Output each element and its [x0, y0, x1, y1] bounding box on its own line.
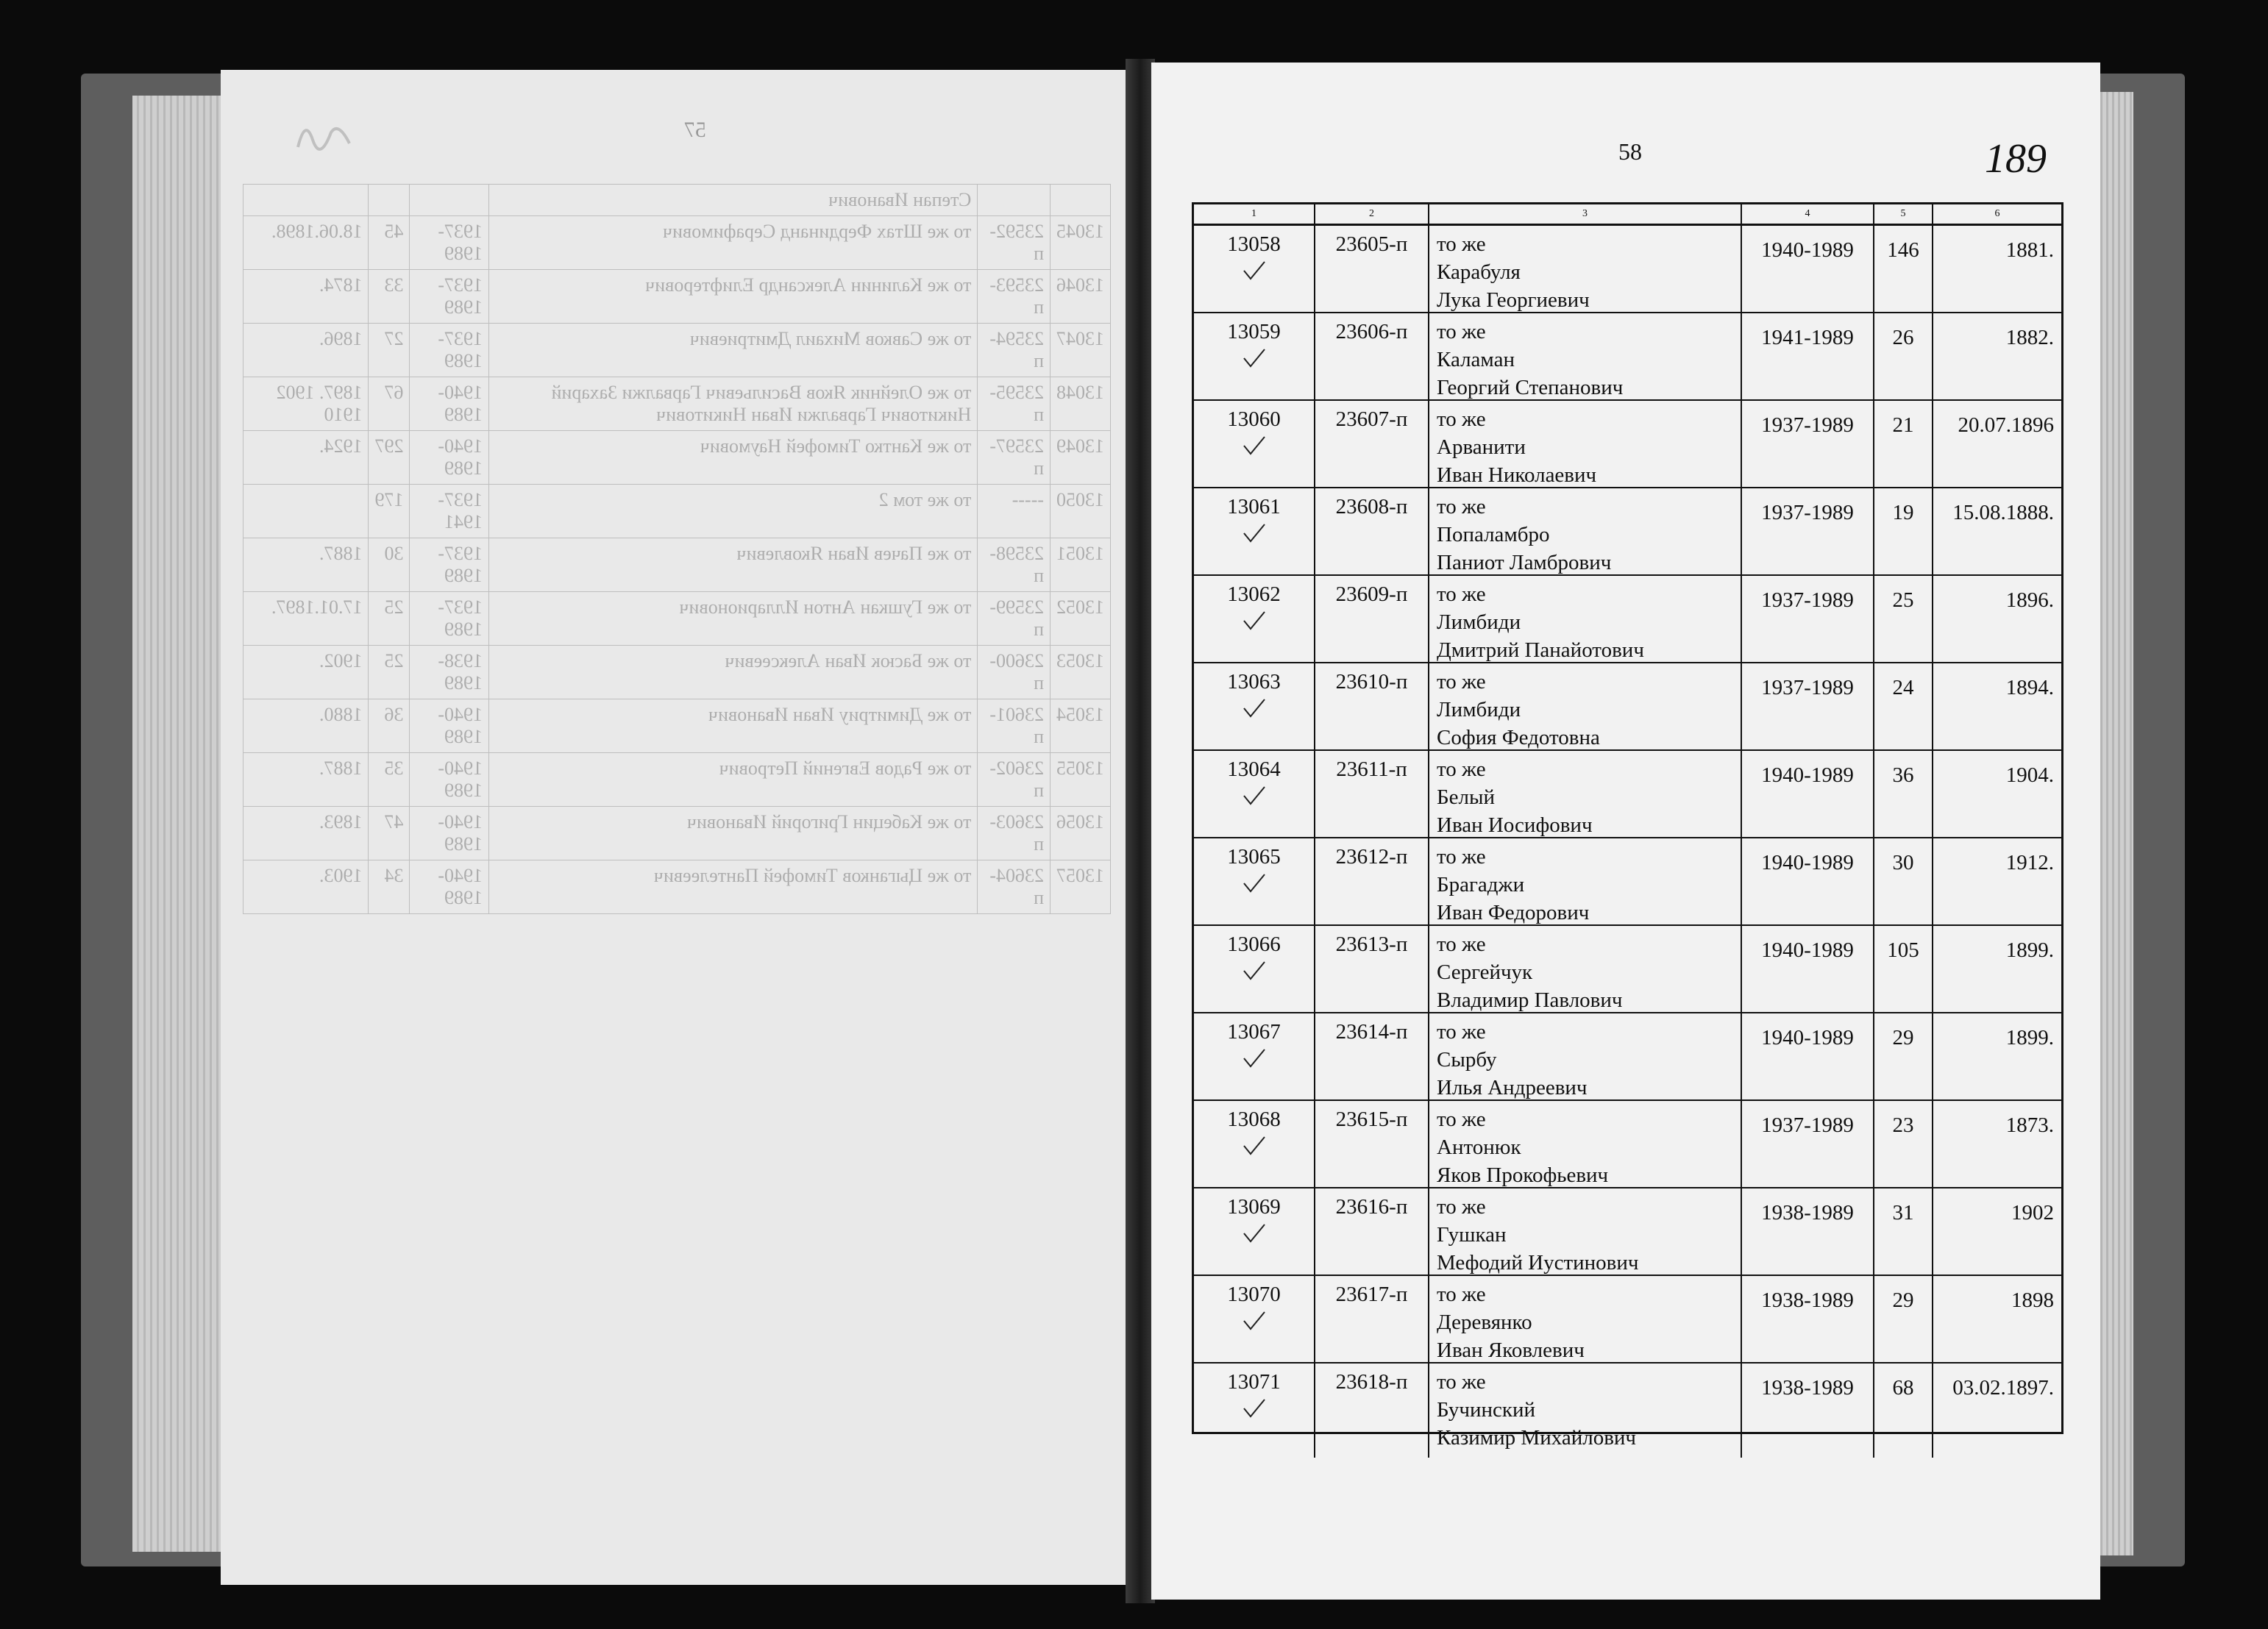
table-header [1194, 204, 2061, 226]
years-range: 1937-1989 [1742, 1101, 1874, 1189]
case-code: 23607-п [1315, 401, 1429, 489]
description-line: то же [1437, 845, 1486, 869]
ghost-cell-years: 1940-1989 [410, 377, 489, 431]
ghost-cell-code: 23593-п [978, 270, 1051, 324]
description-line: то же [1437, 1108, 1486, 1131]
record-number-cell [1194, 313, 1315, 402]
ghost-row [243, 377, 1111, 431]
ghost-cell-count: 34 [369, 860, 410, 914]
ghost-cell-count: 67 [369, 377, 410, 431]
ghost-cell-date: 1893. [243, 807, 369, 860]
ghost-row [243, 699, 1111, 753]
description-line: то же [1437, 407, 1486, 431]
ghost-cell-date: 17.01.1897. [243, 592, 369, 646]
given-name: Лука Георгиевич [1437, 288, 1590, 312]
birth-date: 1896. [2005, 588, 2054, 612]
checkmark-icon [1242, 1135, 1267, 1157]
checkmark-icon [1242, 435, 1267, 457]
ghost-cell-date: 1902. [243, 646, 369, 699]
record-number-cell [1194, 751, 1315, 839]
ghost-cell-count: 36 [369, 699, 410, 753]
header-col-1: 1 [1194, 204, 1315, 224]
table-row [1194, 751, 2061, 838]
ghost-cell-years: 1937-1989 [410, 538, 489, 592]
birth-date: 1912. [2005, 851, 2054, 874]
ghost-cell-desc: то же Радов Евгений Петрович [489, 753, 978, 807]
years-range: 1940-1989 [1742, 838, 1874, 927]
description-line: то же [1437, 670, 1486, 694]
record-number: 13062 [1227, 582, 1281, 606]
surname: Гушкан [1437, 1223, 1507, 1247]
ghost-row [243, 860, 1111, 914]
ghost-cell-num: 13050 [1051, 485, 1111, 538]
ghost-cell-desc: то же Гушкан Антон Илларионович [489, 592, 978, 646]
given-name: Илья Андреевич [1437, 1076, 1588, 1099]
description-cell [1429, 1188, 1742, 1277]
table-row [1194, 1013, 2061, 1101]
ghost-cell-num: 13053 [1051, 646, 1111, 699]
ghost-cell-num: 13051 [1051, 538, 1111, 592]
ghost-cell-desc: то же Кабецин Григорий Иванович [489, 807, 978, 860]
case-code: 23608-п [1315, 488, 1429, 577]
record-number: 13061 [1227, 495, 1281, 518]
given-name: Иван Иосифович [1437, 813, 1593, 837]
ghost-cell-num: 13052 [1051, 592, 1111, 646]
ghost-cell-num: 13045 [1051, 216, 1111, 270]
case-code: 23613-п [1315, 926, 1429, 1014]
given-name: Иван Николаевич [1437, 463, 1597, 487]
register-table [1192, 202, 2063, 1450]
surname: Попаламбро [1437, 523, 1550, 546]
birth-date: 03.02.1897. [1952, 1376, 2054, 1400]
ghost-cell-years: 1940-1989 [410, 431, 489, 485]
years-range: 1937-1989 [1742, 576, 1874, 664]
table-row [1194, 488, 2061, 576]
ghost-cell-code: 23604-п [978, 860, 1051, 914]
table-row [1194, 926, 2061, 1013]
case-code: 23617-п [1315, 1276, 1429, 1364]
checkmark-icon [1242, 872, 1267, 894]
case-code: 23612-п [1315, 838, 1429, 927]
ghost-cell-desc: то же Савков Михаил Дмитриевич [489, 324, 978, 377]
page-number: 58 [1618, 138, 1642, 165]
surname: Каламан [1437, 348, 1515, 371]
description-cell [1429, 751, 1742, 839]
record-number: 13067 [1227, 1020, 1281, 1044]
table-row [1194, 1101, 2061, 1188]
birth-date: 1898 [2011, 1288, 2054, 1312]
surname: Деревянко [1437, 1311, 1532, 1334]
ghost-cell-num: 13047 [1051, 324, 1111, 377]
ghost-cell-count: 297 [369, 431, 410, 485]
description-line: то же [1437, 232, 1486, 256]
given-name: Казимир Михайлович [1437, 1426, 1637, 1450]
ghost-cell-code: 23602-п [978, 753, 1051, 807]
ghost-cell-num: 13049 [1051, 431, 1111, 485]
ghost-cell-num: 13055 [1051, 753, 1111, 807]
birth-date: 1899. [2005, 938, 2054, 962]
header-col-5: 5 [1874, 204, 1933, 224]
table-row [1194, 576, 2061, 663]
ghost-cell-years: 1937-1989 [410, 324, 489, 377]
record-number-cell [1194, 663, 1315, 752]
birth-date: 20.07.1896 [1958, 413, 2054, 437]
ghost-row [243, 431, 1111, 485]
record-number-cell [1194, 488, 1315, 577]
sheet-count: 19 [1874, 488, 1933, 577]
handwritten-folio-icon [1979, 132, 2075, 184]
record-number-cell [1194, 1101, 1315, 1189]
record-number: 13064 [1227, 758, 1281, 781]
ghost-row [243, 646, 1111, 699]
description-cell [1429, 1101, 1742, 1189]
birth-date: 1894. [2005, 676, 2054, 699]
given-name: Иван Яковлевич [1437, 1339, 1585, 1362]
sheet-count: 30 [1874, 838, 1933, 927]
book-spine [1126, 59, 1155, 1603]
left-page-table [243, 184, 1111, 914]
svg-text:189: 189 [1985, 136, 2047, 182]
ghost-cell-desc: то же Кантко Тимофей Наумович [489, 431, 978, 485]
ghost-cell-years: 1940-1989 [410, 807, 489, 860]
ghost-row [243, 216, 1111, 270]
years-range: 1940-1989 [1742, 1013, 1874, 1102]
ghost-row [243, 324, 1111, 377]
description-line: то же [1437, 1195, 1486, 1219]
checkmark-icon [1242, 347, 1267, 369]
case-code: 23606-п [1315, 313, 1429, 402]
checkmark-icon [1242, 610, 1267, 632]
description-cell [1429, 401, 1742, 489]
ghost-cell-count: 33 [369, 270, 410, 324]
ghost-cell-count: 35 [369, 753, 410, 807]
ghost-cell-desc: Степан Иванович [489, 185, 978, 216]
header-col-4: 4 [1742, 204, 1874, 224]
checkmark-icon [1242, 1222, 1267, 1244]
ghost-cell-date: 1887. [243, 753, 369, 807]
years-range: 1938-1989 [1742, 1364, 1874, 1458]
checkmark-icon [1242, 1310, 1267, 1332]
ghost-cell-date: 1887. [243, 538, 369, 592]
header-col-6: 6 [1994, 208, 2000, 219]
record-number: 13066 [1227, 933, 1281, 956]
ghost-cell-count: 27 [369, 324, 410, 377]
ghost-cell-num: 13057 [1051, 860, 1111, 914]
checkmark-icon [1242, 785, 1267, 807]
left-page-number: 57 [684, 118, 706, 142]
given-name: Яков Прокофьевич [1437, 1163, 1609, 1187]
record-number-cell [1194, 401, 1315, 489]
record-number-cell [1194, 1013, 1315, 1102]
surname: Сырбу [1437, 1048, 1497, 1072]
ghost-cell-code: 23592-п [978, 216, 1051, 270]
sheet-count: 25 [1874, 576, 1933, 664]
ghost-cell-date: 1924. [243, 431, 369, 485]
surname: Антонюк [1437, 1136, 1521, 1159]
given-name: Георгий Степанович [1437, 376, 1624, 399]
surname: Карабуля [1437, 260, 1521, 284]
sheet-count: 36 [1874, 751, 1933, 839]
given-name: Паниот Ламбрович [1437, 551, 1612, 574]
given-name: Дмитрий Панайотович [1437, 638, 1644, 662]
ghost-row [243, 485, 1111, 538]
ghost-cell-count [369, 185, 410, 216]
folio-number [1979, 132, 2075, 184]
birth-date: 1902 [2011, 1201, 2054, 1225]
ghost-cell-count: 25 [369, 646, 410, 699]
record-number: 13058 [1227, 232, 1281, 256]
case-code: 23605-п [1315, 226, 1429, 314]
surname: Сергейчук [1437, 960, 1533, 984]
description-cell [1429, 488, 1742, 577]
ghost-cell-date [243, 185, 369, 216]
surname: Бучинский [1437, 1398, 1536, 1422]
record-number-cell [1194, 1188, 1315, 1277]
ghost-cell-date: 1896. [243, 324, 369, 377]
ghost-cell-desc: то же Штах Фердинанд Серафимович [489, 216, 978, 270]
case-code: 23611-п [1315, 751, 1429, 839]
ghost-cell-date: 1880. [243, 699, 369, 753]
description-line: то же [1437, 1020, 1486, 1044]
ghost-cell-count: 47 [369, 807, 410, 860]
sheet-count: 26 [1874, 313, 1933, 402]
record-number: 13068 [1227, 1108, 1281, 1131]
description-cell [1429, 663, 1742, 752]
ghost-cell-date: 18.06.1898. [243, 216, 369, 270]
ghost-row [243, 592, 1111, 646]
sheet-count: 105 [1874, 926, 1933, 1014]
years-range: 1941-1989 [1742, 313, 1874, 402]
record-number-cell [1194, 838, 1315, 927]
ghost-cell-years: 1940-1989 [410, 753, 489, 807]
description-cell [1429, 576, 1742, 664]
birth-date: 1882. [2005, 326, 2054, 349]
sheet-count: 23 [1874, 1101, 1933, 1189]
description-line: то же [1437, 758, 1486, 781]
surname: Арванити [1437, 435, 1526, 459]
sheet-count: 29 [1874, 1013, 1933, 1102]
description-line: то же [1437, 320, 1486, 343]
birth-date: 1881. [2005, 238, 2054, 262]
record-number-cell [1194, 576, 1315, 664]
ghost-row [243, 270, 1111, 324]
ghost-cell-num [1051, 185, 1111, 216]
ghost-cell-code: 23603-п [978, 807, 1051, 860]
description-cell [1429, 1276, 1742, 1364]
surname: Лимбиди [1437, 698, 1521, 721]
ghost-cell-code: 23598-п [978, 538, 1051, 592]
ghost-cell-code: ----- [978, 485, 1051, 538]
given-name: Владимир Павлович [1437, 988, 1623, 1012]
checkmark-icon [1242, 697, 1267, 719]
birth-date: 15.08.1888. [1952, 501, 2054, 524]
sheet-count: 29 [1874, 1276, 1933, 1364]
sheet-count: 21 [1874, 401, 1933, 489]
given-name: Мефодий Иустинович [1437, 1251, 1639, 1275]
years-range: 1938-1989 [1742, 1188, 1874, 1277]
ghost-cell-date [243, 485, 369, 538]
ghost-cell-date: 1874. [243, 270, 369, 324]
case-code: 23618-п [1315, 1364, 1429, 1458]
table-row [1194, 313, 2061, 401]
record-number-cell [1194, 926, 1315, 1014]
years-range: 1938-1989 [1742, 1276, 1874, 1364]
ghost-cell-years: 1937-1989 [410, 270, 489, 324]
description-cell [1429, 313, 1742, 402]
ghost-cell-count: 25 [369, 592, 410, 646]
ghost-cell-desc: то же Калинин Александр Елифтерович [489, 270, 978, 324]
case-code: 23615-п [1315, 1101, 1429, 1189]
record-number-cell [1194, 226, 1315, 314]
sheet-count: 68 [1874, 1364, 1933, 1458]
case-code: 23610-п [1315, 663, 1429, 752]
description-cell [1429, 1364, 1742, 1458]
ghost-row [243, 185, 1111, 216]
ghost-cell-desc: то же Басюк Иван Алексеевич [489, 646, 978, 699]
years-range: 1940-1989 [1742, 751, 1874, 839]
ghost-cell-count: 30 [369, 538, 410, 592]
years-range: 1940-1989 [1742, 926, 1874, 1014]
header-col-3: 3 [1429, 204, 1742, 224]
ghost-cell-code [978, 185, 1051, 216]
description-line: то же [1437, 495, 1486, 518]
ghost-cell-desc: то же том 2 [489, 485, 978, 538]
table-row [1194, 401, 2061, 488]
description-line: то же [1437, 933, 1486, 956]
description-cell [1429, 1013, 1742, 1102]
surname: Белый [1437, 785, 1495, 809]
record-number-cell [1194, 1276, 1315, 1364]
years-range: 1940-1989 [1742, 226, 1874, 314]
case-code: 23616-п [1315, 1188, 1429, 1277]
ghost-cell-code: 23600-п [978, 646, 1051, 699]
ghost-cell-desc: то же Олейник Яков Васильевич Гарвалжи Захарий Никитович Гарвалжи Иван Никитович [489, 377, 978, 431]
ghost-cell-code: 23595-п [978, 377, 1051, 431]
birth-date: 1904. [2005, 763, 2054, 787]
ghost-cell-code: 23599-п [978, 592, 1051, 646]
description-line: то же [1437, 1283, 1486, 1306]
sheet-count: 146 [1874, 226, 1933, 314]
ghost-cell-count: 179 [369, 485, 410, 538]
record-number: 13063 [1227, 670, 1281, 694]
table-row [1194, 1188, 2061, 1276]
record-number: 13070 [1227, 1283, 1281, 1306]
record-number-cell [1194, 1364, 1315, 1458]
table-row [1194, 838, 2061, 926]
table-row [1194, 663, 2061, 751]
description-line: то же [1437, 582, 1486, 606]
checkmark-icon [1242, 1397, 1267, 1419]
checkmark-icon [1242, 960, 1267, 982]
sheet-count: 24 [1874, 663, 1933, 752]
record-number: 13069 [1227, 1195, 1281, 1219]
table-row [1194, 1276, 2061, 1364]
checkmark-icon [1242, 260, 1267, 282]
description-cell [1429, 926, 1742, 1014]
left-page-bleedthrough [243, 184, 1111, 1427]
case-code: 23614-п [1315, 1013, 1429, 1102]
ghost-cell-years: 1937-1989 [410, 592, 489, 646]
ghost-cell-code: 23601-п [978, 699, 1051, 753]
record-number: 13060 [1227, 407, 1281, 431]
ghost-cell-desc: то же Цыганков Тимофей Пантелеевич [489, 860, 978, 914]
ghost-cell-desc: то же Димитриу Иван Иванович [489, 699, 978, 753]
ghost-row [243, 807, 1111, 860]
ghost-row [243, 753, 1111, 807]
record-number: 13059 [1227, 320, 1281, 343]
ghost-cell-years: 1940-1989 [410, 699, 489, 753]
checkmark-icon [1242, 1047, 1267, 1069]
ghost-cell-years: 1937-1989 [410, 216, 489, 270]
description-cell [1429, 226, 1742, 314]
ghost-handwriting [291, 110, 364, 162]
years-range: 1937-1989 [1742, 488, 1874, 577]
ghost-cell-date: 1897. 1902 1910 [243, 377, 369, 431]
case-code: 23609-п [1315, 576, 1429, 664]
ghost-cell-count: 45 [369, 216, 410, 270]
checkmark-icon [1242, 522, 1267, 544]
years-range: 1937-1989 [1742, 663, 1874, 752]
record-number: 13065 [1227, 845, 1281, 869]
description-line: то же [1437, 1370, 1486, 1394]
table-row [1194, 226, 2061, 313]
given-name: София Федотовна [1437, 726, 1600, 749]
birth-date: 1873. [2005, 1113, 2054, 1137]
ghost-cell-desc: то же Пачев Иван Яковлевич [489, 538, 978, 592]
years-range: 1937-1989 [1742, 401, 1874, 489]
ghost-cell-years [410, 185, 489, 216]
ghost-cell-years: 1938-1989 [410, 646, 489, 699]
table-row [1194, 1364, 2061, 1458]
record-number: 13071 [1227, 1370, 1281, 1394]
ghost-cell-code: 23597-п [978, 431, 1051, 485]
ghost-cell-num: 13054 [1051, 699, 1111, 753]
ghost-row [243, 538, 1111, 592]
description-cell [1429, 838, 1742, 927]
ghost-cell-num: 13046 [1051, 270, 1111, 324]
ghost-cell-code: 23594-п [978, 324, 1051, 377]
birth-date: 1899. [2005, 1026, 2054, 1049]
header-col-2: 2 [1315, 204, 1429, 224]
ghost-cell-num: 13048 [1051, 377, 1111, 431]
given-name: Иван Федорович [1437, 901, 1590, 924]
surname: Брагаджи [1437, 873, 1525, 897]
surname: Лимбиди [1437, 610, 1521, 634]
ghost-cell-years: 1937-1941 [410, 485, 489, 538]
ghost-cell-years: 1940-1989 [410, 860, 489, 914]
ghost-cell-date: 1903. [243, 860, 369, 914]
ghost-cell-num: 13056 [1051, 807, 1111, 860]
sheet-count: 31 [1874, 1188, 1933, 1277]
